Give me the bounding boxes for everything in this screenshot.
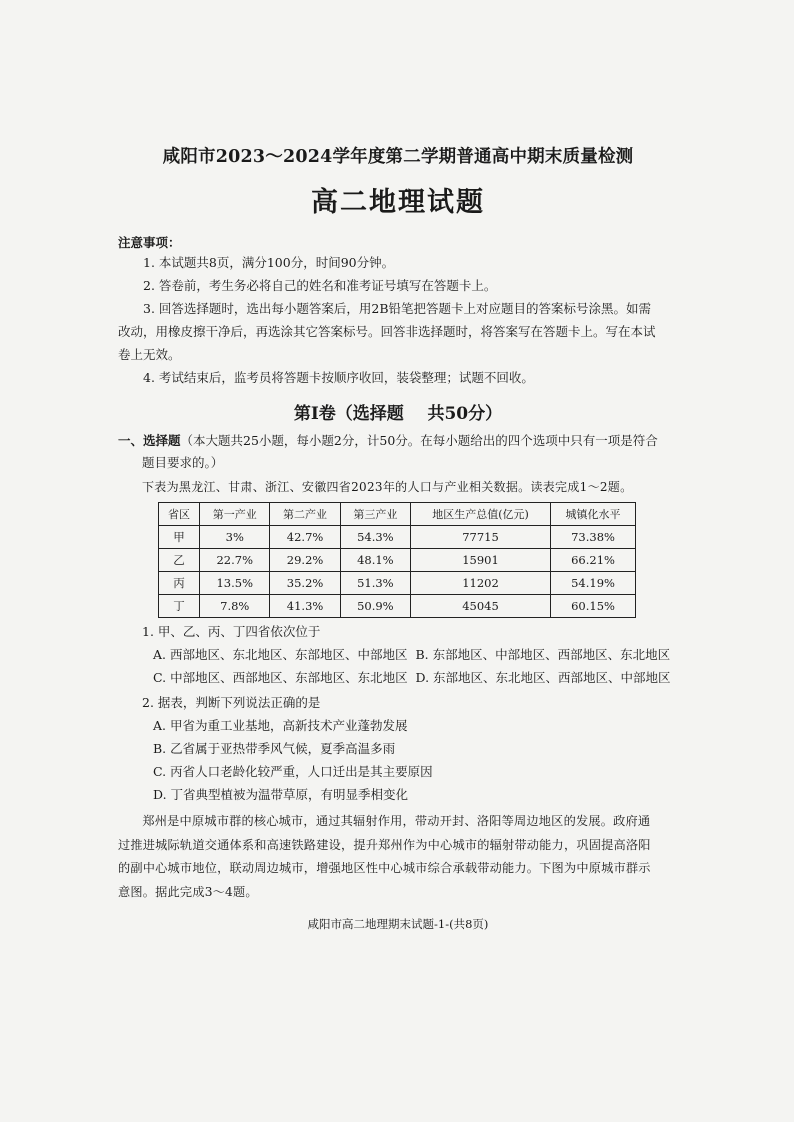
table-row xyxy=(159,549,636,572)
notice-item: 改动，用橡皮擦干净后，再选涂其它答案标号。回答非选择题时，将答案写在答题卡上。写在本试 xyxy=(118,324,656,339)
question-stem: 2. 据表，判断下列说法正确的是 xyxy=(142,695,321,710)
table-row xyxy=(159,526,636,549)
option-b: B. 东部地区、中部地区、西部地区、东北地区 xyxy=(415,647,671,662)
option-c: C. 丙省人口老龄化较严重，人口迁出是其主要原因 xyxy=(153,764,433,779)
table-header: 城镇化水平 xyxy=(551,503,636,526)
option-a: A. 西部地区、东北地区、东部地区、中部地区 xyxy=(153,647,408,662)
table-cell: 甲 xyxy=(159,526,200,549)
table-header: 第三产业 xyxy=(340,503,410,526)
subject-title: 高二地理试题 xyxy=(311,187,485,218)
table-row xyxy=(159,572,636,595)
table-cell: 35.2% xyxy=(270,572,340,595)
notice-item: 4. 考试结束后，监考员将答题卡按顺序收回，装袋整理；试题不回收。 xyxy=(143,370,534,385)
notice-item: 3. 回答选择题时，选出每小题答案后，用2B铅笔把答题卡上对应题目的答案标号涂黑。如需 xyxy=(143,301,652,316)
table-intro: 下表为黑龙江、甘肃、浙江、安徽四省2023年的人口与产业相关数据。读表完成1～2题。 xyxy=(142,480,633,494)
table-cell: 11202 xyxy=(411,572,551,595)
passage-line: 的副中心城市地位，联动周边城市，增强地区性中心城市综合承载带动能力。下图为中原城市群示 xyxy=(118,861,651,875)
table-cell: 7.8% xyxy=(200,595,270,618)
option-row xyxy=(118,666,678,689)
table-cell: 22.7% xyxy=(200,549,270,572)
exam-title: 咸阳市2023～2024学年度第二学期普通高中期末质量检测 xyxy=(162,147,634,167)
volume-title: 第Ⅰ卷（选择题 共50分） xyxy=(293,404,503,424)
table-cell: 48.1% xyxy=(340,549,410,572)
table-cell: 45045 xyxy=(411,595,551,618)
question-2 xyxy=(118,691,678,806)
table-cell: 54.3% xyxy=(340,526,410,549)
table-cell: 3% xyxy=(200,526,270,549)
table-cell: 77715 xyxy=(411,526,551,549)
notice-item: 2. 答卷前，考生务必将自己的姓名和准考证号填写在答题卡上。 xyxy=(143,278,497,293)
option-b: B. 乙省属于亚热带季风气候，夏季高温多雨 xyxy=(153,741,396,756)
table-cell: 41.3% xyxy=(270,595,340,618)
table-header-row xyxy=(159,503,636,526)
table-header: 第一产业 xyxy=(200,503,270,526)
exam-sheet xyxy=(118,128,678,932)
option-c: C. 中部地区、西部地区、东部地区、东北地区 xyxy=(153,670,408,685)
passage-line: 郑州是中原城市群的核心城市，通过其辐射作用，带动开封、洛阳等周边地区的发展。政府通 xyxy=(142,814,651,828)
option-d: D. 丁省典型植被为温带草原，有明显季相变化 xyxy=(153,787,409,802)
table-cell: 51.3% xyxy=(340,572,410,595)
section-heading: 一、选择题 xyxy=(118,433,181,448)
option-a: A. 甲省为重工业基地，高新技术产业蓬勃发展 xyxy=(153,718,408,733)
table-cell: 73.38% xyxy=(551,526,636,549)
data-table xyxy=(158,502,636,618)
table-cell: 丁 xyxy=(159,595,200,618)
table-cell: 54.19% xyxy=(551,572,636,595)
table-header: 地区生产总值(亿元) xyxy=(411,503,551,526)
page-footer: 咸阳市高二地理期末试题-1-(共8页) xyxy=(307,917,489,931)
notice-item: 1. 本试题共8页，满分100分，时间90分钟。 xyxy=(143,255,395,270)
table-cell: 13.5% xyxy=(200,572,270,595)
question-1 xyxy=(118,620,678,689)
notice-list xyxy=(118,251,678,389)
table-cell: 50.9% xyxy=(340,595,410,618)
table-cell: 丙 xyxy=(159,572,200,595)
table-row xyxy=(159,595,636,618)
table-cell: 60.15% xyxy=(551,595,636,618)
notice-heading: 注意事项： xyxy=(118,235,181,250)
table-cell: 乙 xyxy=(159,549,200,572)
option-d: D. 东部地区、东北地区、西部地区、中部地区 xyxy=(415,670,671,685)
table-cell: 15901 xyxy=(411,549,551,572)
question-stem: 1. 甲、乙、丙、丁四省依次位于 xyxy=(142,624,321,639)
option-row xyxy=(118,643,678,666)
table-cell: 42.7% xyxy=(270,526,340,549)
notice-item: 卷上无效。 xyxy=(118,347,181,362)
section-header xyxy=(118,430,678,474)
reading-passage xyxy=(118,810,678,904)
table-header: 第二产业 xyxy=(270,503,340,526)
passage-line: 意图。据此完成3～4题。 xyxy=(118,884,258,899)
table-cell: 66.21% xyxy=(551,549,636,572)
table-header: 省区 xyxy=(159,503,200,526)
section-description: （本大题共25小题，每小题2分，计50分。在每小题给出的四个选项中只有一项是符合 xyxy=(180,433,658,448)
passage-line: 过推进城际轨道交通体系和高速铁路建设，提升郑州作为中心城市的辐射带动能力，巩固提高洛阳 xyxy=(118,837,651,852)
section-description-cont: 题目要求的。） xyxy=(142,455,224,470)
table-cell: 29.2% xyxy=(270,549,340,572)
